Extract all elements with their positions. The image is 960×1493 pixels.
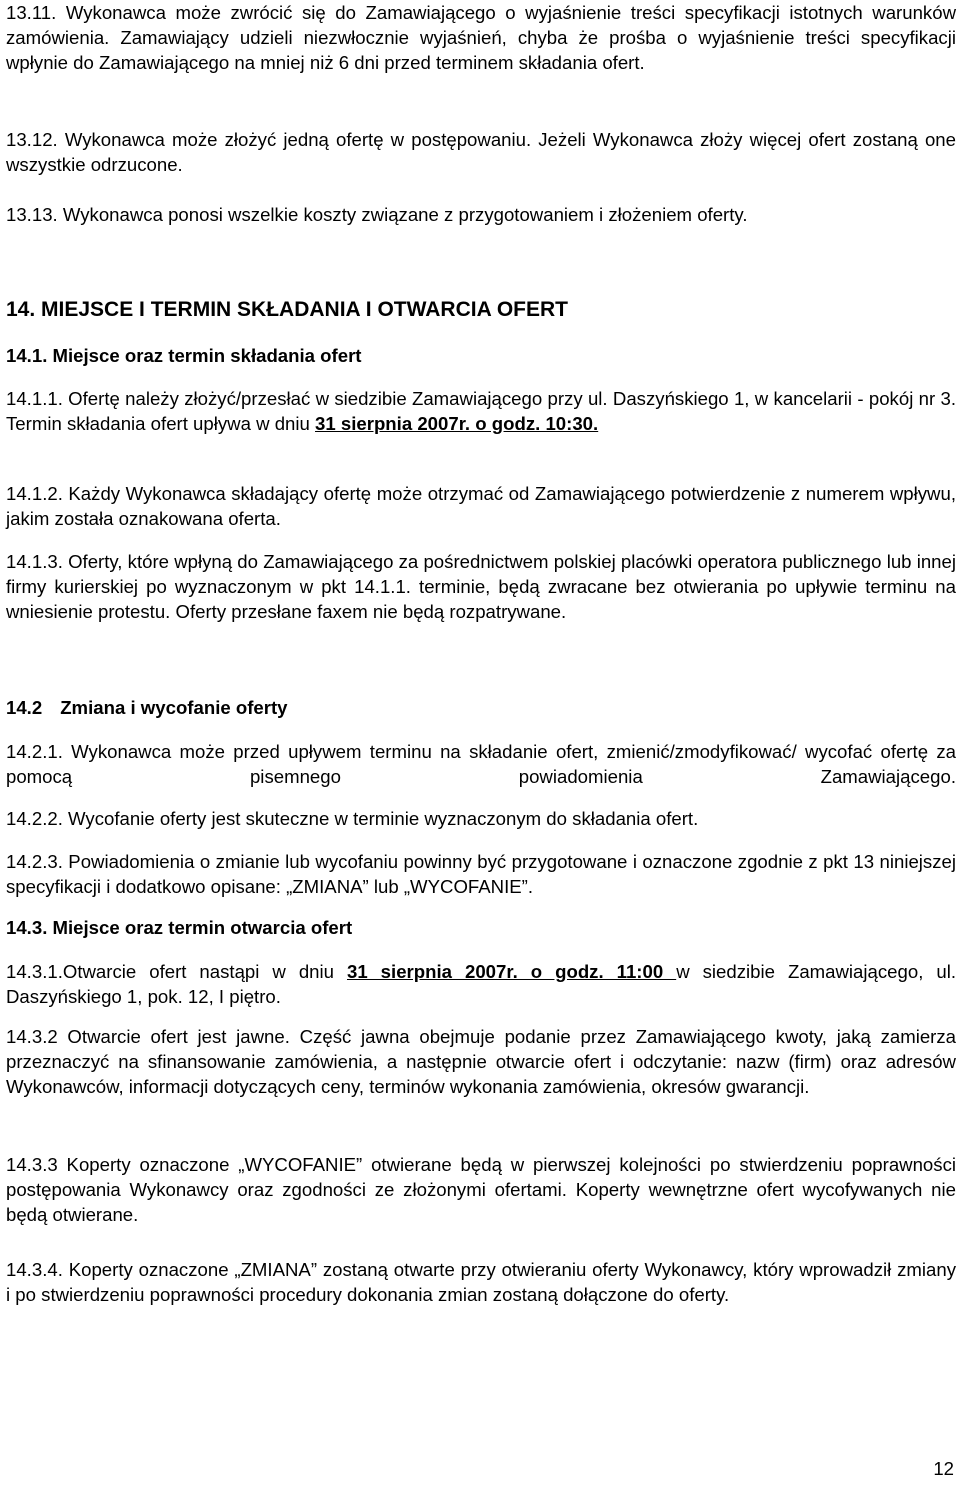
paragraph-14-2-2: 14.2.2. Wycofanie oferty jest skuteczne w terminie wyznaczonym do składania ofert.: [6, 808, 699, 829]
subsection-heading-14-2: [6, 695, 956, 720]
page-number: 12: [933, 1458, 954, 1479]
paragraph-14-1-3: 14.1.3. Oferty, które wpłyną do Zamawiającego za pośrednictwem polskiej placówki operatora publicznego lub innej firmy kurierskiej po wyznaczonym w pkt 14.1.1. terminie, będą zwracane bez otwierania po upływie terminu na wniesienie protestu. Oferty przesłane faxem nie będą rozpatrywane.: [6, 551, 956, 622]
paragraph-13-13: 13.13. Wykonawca ponosi wszelkie koszty związane z przygotowaniem i złożeniem oferty.: [6, 204, 748, 225]
subsection-title-14-2: Zmiana i wycofanie oferty: [60, 697, 288, 718]
subsection-number-14-2: 14.2: [6, 697, 43, 718]
subsection-heading-14-1: 14.1. Miejsce oraz termin składania ofert: [6, 345, 362, 366]
paragraph-14-1-1-text: 14.1.1. Ofertę należy złożyć/przesłać w siedzibie Zamawiającego przy ul. Daszyńskiego 1, w kancelarii - pokój nr 3. Termin składania ofert upływa w dniu: [6, 388, 956, 434]
subsection-heading-14-3: 14.3. Miejsce oraz termin otwarcia ofert: [6, 917, 353, 938]
paragraph-14-3-1: [6, 959, 956, 1009]
paragraph-13-11: 13.11. Wykonawca może zwrócić się do Zamawiającego o wyjaśnienie treści specyfikacji istotnych warunków zamówienia. Zamawiający udzieli niezwłocznie wyjaśnień, chyba że prośba o wyjaśnienie treści specyfikacji wpłynie do Zamawiającego na mniej niż 6 dni przed terminem składania ofert.: [6, 2, 956, 73]
paragraph-14-3-4: 14.3.4. Koperty oznaczone „ZMIANA” zostaną otwarte przy otwieraniu oferty Wykonawcy, który wprowadził zmiany i po stwierdzeniu poprawności procedury dokonania zmian zostaną dołączone do oferty.: [6, 1259, 956, 1305]
paragraph-14-2-1: 14.2.1. Wykonawca może przed upływem terminu na składanie ofert, zmienić/zmodyfikować/ wycofać ofertę za pomocą pisemnego powiadomienia Zamawiającego.: [6, 741, 956, 787]
section-heading-14: 14. MIEJSCE I TERMIN SKŁADANIA I OTWARCIA OFERT: [6, 298, 568, 321]
paragraph-14-3-1-tail: w siedzibie Zamawiającego, ul. Daszyńskiego 1, pok. 12, I piętro.: [6, 961, 957, 1007]
submission-deadline: 31 sierpnia 2007r. o godz. 10:30.: [315, 413, 599, 434]
paragraph-14-2-3: 14.2.3. Powiadomienia o zmianie lub wycofaniu powinny być przygotowane i oznaczone zgodnie z pkt 13 niniejszej specyfikacji i dodatkowo opisane: „ZMIANA” lub „WYCOFANIE”.: [6, 851, 956, 897]
paragraph-13-12: 13.12. Wykonawca może złożyć jedną ofertę w postępowaniu. Jeżeli Wykonawca złoży więcej ofert zostaną one wszystkie odrzucone.: [6, 129, 956, 175]
opening-date: 31 sierpnia 2007r. o godz. 11:00: [347, 961, 677, 982]
paragraph-14-1-2: 14.1.2. Każdy Wykonawca składający ofertę może otrzymać od Zamawiającego potwierdzenie z numerem wpływu, jakim została oznakowana oferta.: [6, 483, 956, 529]
paragraph-14-3-1-text: 14.3.1.Otwarcie ofert nastąpi w dniu: [6, 961, 347, 982]
paragraph-14-1-1: [6, 386, 956, 436]
paragraph-14-3-2: 14.3.2 Otwarcie ofert jest jawne. Część jawna obejmuje podanie przez Zamawiającego kwoty, jaką zamierza przeznaczyć na sfinansowanie zamówienia, a następnie otwarcie ofert i odczytanie: nazw (firm) oraz adresów Wykonawców, informacji dotyczących ceny, terminów wykonania zamówienia, okresów gwarancji.: [6, 1026, 956, 1097]
paragraph-14-3-3: 14.3.3 Koperty oznaczone „WYCOFANIE” otwierane będą w pierwszej kolejności po stwierdzeniu poprawności postępowania Wykonawcy oraz zgodności ze złożonymi ofertami. Koperty wewnętrzne ofert wycofywanych nie będą otwierane.: [6, 1154, 956, 1225]
